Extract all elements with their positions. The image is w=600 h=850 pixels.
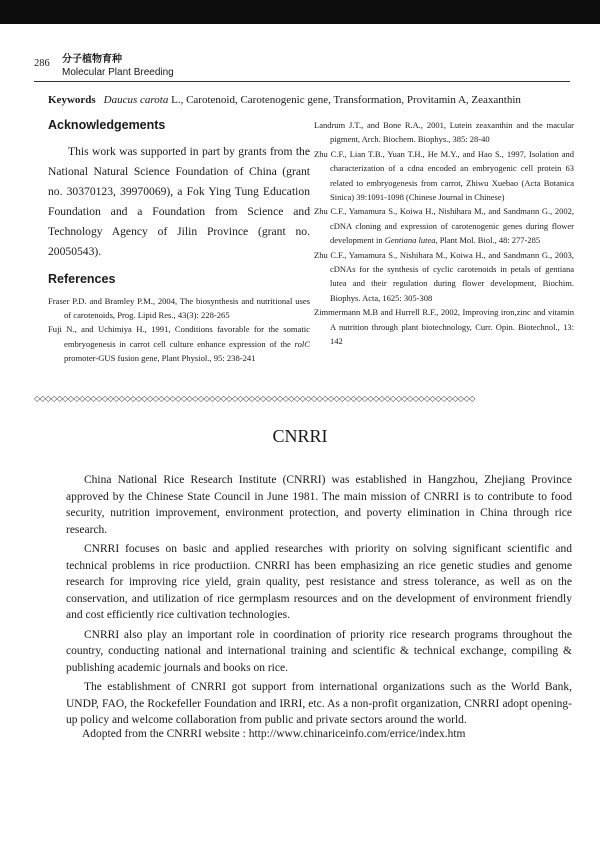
right-column — [314, 118, 574, 349]
reference-entry: Zhu C.F., Yamamura S., Koiwa H., Nishihara M., and Sandmann G., 2002, cDNA cloning and expression of carotenogenic genes during flower development in Gentiana lutea, Plant Mol. Biol., 48: 277-285 — [314, 206, 574, 246]
cnrri-body — [66, 472, 572, 732]
reference-entry: Zimmermann M.B and Hurrell R.F., 2002, Improving iron,zinc and vitamin A nutrition through plant biotechnology, Curr. Opin. Biotechnol., 13: 142 — [314, 307, 574, 347]
reference-entry: Fraser P.D. and Bramley P.M., 2004, The biosynthesis and nutritional uses of carotenoids, Prog. Lipid Res., 43(3): 228-265 — [48, 296, 310, 321]
references-list-left — [48, 294, 310, 365]
acknowledgements-heading: Acknowledgements — [48, 118, 166, 132]
cnrri-paragraph: The establishment of CNRRI got support from international organizations such as the World Bank, UNDP, FAO, the Rockefeller Foundation and IRRI, etc. As a non-profit organization, CNRRI adopt opening-up policy and welcome collaboration from public and private sectors around the world. — [66, 681, 572, 726]
references-heading: References — [48, 272, 116, 286]
keyword-species: Daucus carota — [103, 94, 169, 106]
reference-entry: Landrum J.T., and Bone R.A., 2001, Lutein zeaxanthin and the macular pigment, Arch. Biochem. Biophys., 385: 28-40 — [314, 120, 574, 145]
reference-entry: Zhu C.F., Lian T.B., Yuan T.H., He M.Y., and Hao S., 1997, Isolation and characterization of a cdna encoded an embryogenic cell protein 63 related to embryogenesis from carrot, Zhiwu Xuebao (Acta Botanica Sinica) 39:1091-1098 (Chinese Journal in Chinese) — [314, 148, 574, 203]
acknowledgements-text: This work was supported in part by grants from the National Natural Science Foundation of China (grant no. 30370123, 39970069), a Fok Ying Tung Education Foundation and a Foundation from Science and Technology Agency of Jilin Province (grant no. 20050543). — [48, 145, 310, 258]
page-number: 286 — [34, 58, 50, 69]
left-column — [48, 118, 310, 365]
cnrri-paragraph: China National Rice Research Institute (CNRRI) was established in Hangzhou, Zhejiang Province approved by the Chinese State Council in June 1981. The main mission of CNRRI is to contribute to food security, nutrition improvement, environment protection, and poverty elimination in China through rice research. — [66, 474, 572, 536]
cnrri-paragraph: CNRRI also play an important role in coordination of priority rice research programs throughout the country, conducting national and international training and scientific & technical exchange, compiling & publishing academic journals and books on rice. — [66, 628, 572, 674]
journal-title-english: Molecular Plant Breeding — [62, 67, 174, 78]
keywords-list: L., Carotenoid, Carotenogenic gene, Transformation, Provitamin A, Zeaxanthin — [171, 94, 521, 106]
source-note: Adopted from the CNRRI website : http://www.chinariceinfo.com/errice/index.htm — [82, 728, 466, 740]
journal-header — [62, 53, 174, 79]
top-black-band — [0, 0, 600, 24]
header-rule — [34, 81, 570, 82]
journal-title-chinese: 分子植物育种 — [62, 54, 122, 65]
cnrri-paragraph: CNRRI focuses on basic and applied researches with priority on solving significant scientific and technical problems in rice productiion. CNRRI has been emphasizing an rice genetic studies and genome research for improving rice yield, grain quality, pest resistance and stress tolerance, as well as on the conservation, and utilization of rice germplasm resources and on the development of environment friendly and cost efficiently rice cultivation technologies. — [66, 543, 572, 621]
keywords-line — [48, 94, 570, 106]
diamond-divider: ◇◇◇◇◇◇◇◇◇◇◇◇◇◇◇◇◇◇◇◇◇◇◇◇◇◇◇◇◇◇◇◇◇◇◇◇◇◇◇◇◇◇◇◇◇◇◇◇◇◇◇◇◇◇◇◇◇◇◇◇◇◇◇◇◇◇◇◇◇◇◇◇◇◇◇◇◇◇ — [34, 394, 475, 403]
keywords-label: Keywords — [48, 94, 96, 106]
cnrri-title: CNRRI — [272, 426, 328, 446]
reference-entry: Fuji N., and Uchimiya H., 1991, Conditions favorable for the somatic embryogenesis in carrot cell culture enhance expression of the rolC promoter-GUS fusion gene, Plant Physiol., 95: 238-241 — [48, 324, 310, 363]
reference-entry: Zhu C.F., Yamamura S., Nishihara M., Koiwa H., and Sandmann G., 2003, cDNAs for the synthesis of cyclic carotenoids in petals of gentiana lutea and their regulation during flower development, Biochim. Biophys. Acta, 1625: 305-308 — [314, 249, 574, 303]
references-list-right — [314, 118, 574, 349]
